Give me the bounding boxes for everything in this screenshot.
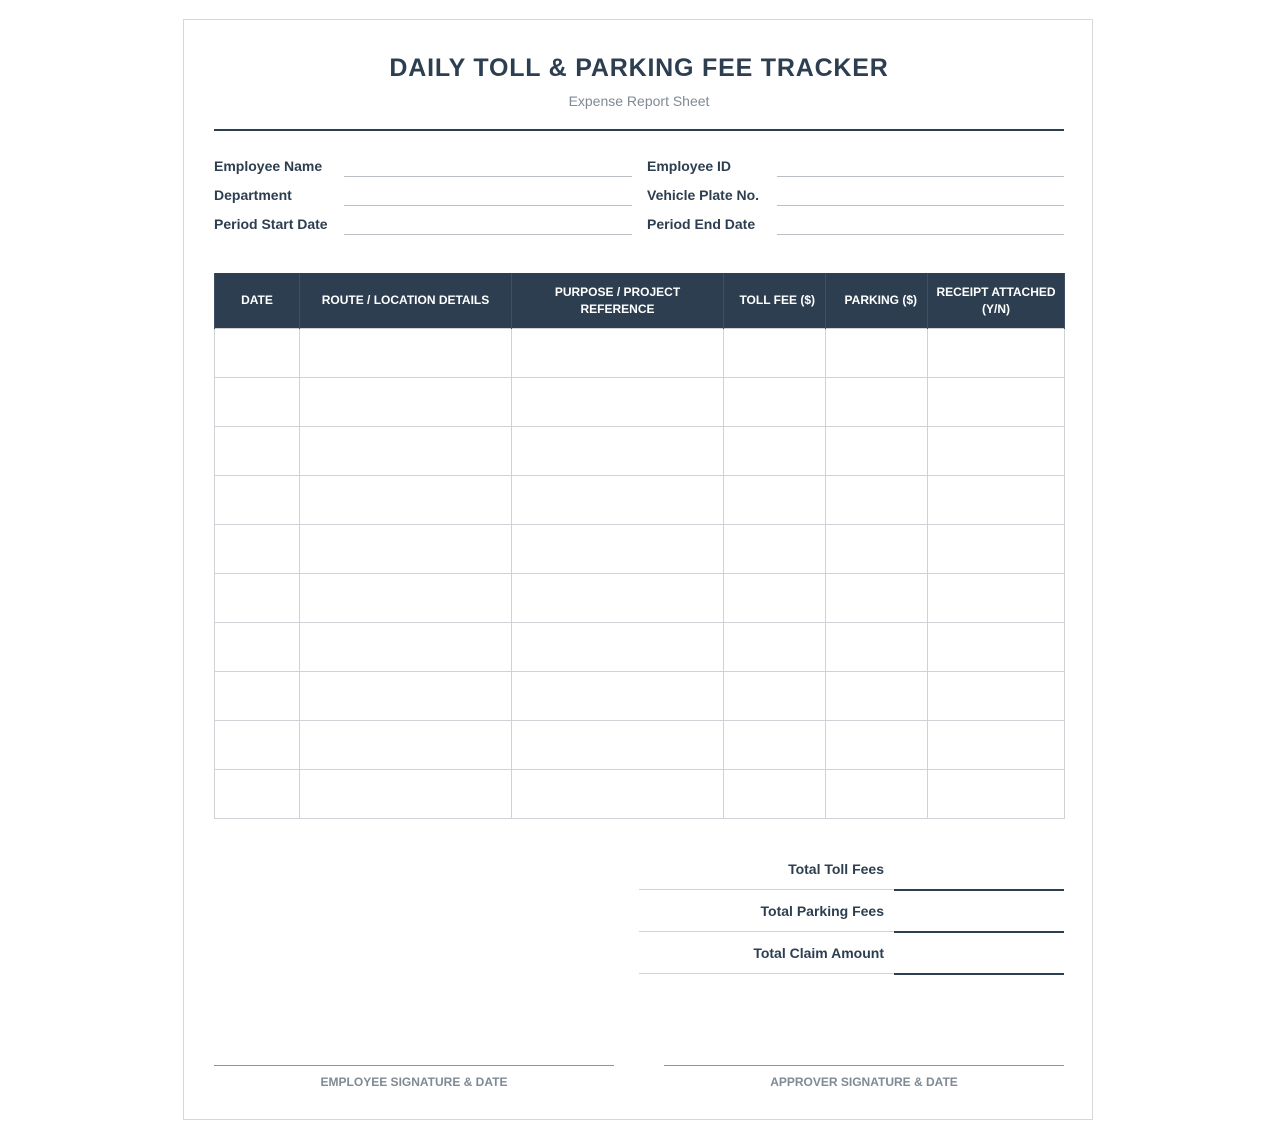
purpose-cell[interactable]	[512, 427, 724, 476]
receipt-cell[interactable]	[928, 672, 1065, 721]
parking-cell[interactable]	[826, 378, 928, 427]
table-row	[215, 770, 1065, 819]
column-header-purpose: PURPOSE / PROJECT REFERENCE	[512, 273, 724, 329]
parking-cell[interactable]	[826, 623, 928, 672]
period-end-label: Period End Date	[647, 216, 756, 232]
approver-signature-line[interactable]	[664, 1065, 1064, 1066]
total-parking-row	[639, 887, 1064, 929]
table-row	[215, 427, 1065, 476]
purpose-cell[interactable]	[512, 525, 724, 574]
page-title: DAILY TOLL & PARKING FEE TRACKER	[389, 54, 889, 82]
employee-id-label: Employee ID	[647, 158, 732, 174]
column-header-toll-fee: TOLL FEE ($)	[724, 273, 826, 329]
receipt-cell[interactable]	[928, 476, 1065, 525]
title-divider	[214, 129, 1064, 131]
period-start-field[interactable]	[344, 234, 632, 235]
vehicle-plate-label: Vehicle Plate No.	[647, 187, 760, 203]
route-cell[interactable]	[300, 427, 512, 476]
date-cell[interactable]	[215, 770, 300, 819]
employee-signature-line[interactable]	[214, 1065, 614, 1066]
employee-signature-label: EMPLOYEE SIGNATURE & DATE	[320, 1075, 508, 1089]
table-header-row	[215, 273, 1065, 329]
table-row	[215, 721, 1065, 770]
purpose-cell[interactable]	[512, 574, 724, 623]
parking-cell[interactable]	[826, 427, 928, 476]
route-cell[interactable]	[300, 329, 512, 378]
toll-fee-cell[interactable]	[724, 525, 826, 574]
page-subtitle: Expense Report Sheet	[568, 93, 710, 109]
column-header-receipt: RECEIPT ATTACHED (Y/N)	[928, 273, 1065, 329]
date-cell[interactable]	[215, 525, 300, 574]
table-body	[215, 329, 1065, 819]
table-row	[215, 623, 1065, 672]
date-cell[interactable]	[215, 427, 300, 476]
total-claim-field[interactable]	[894, 973, 1064, 975]
purpose-cell[interactable]	[512, 721, 724, 770]
employee-signature-block	[214, 1065, 614, 1105]
column-header-date: DATE	[215, 273, 300, 329]
expense-sheet	[183, 19, 1093, 1120]
toll-fee-cell[interactable]	[724, 672, 826, 721]
period-end-field[interactable]	[777, 234, 1064, 235]
receipt-cell[interactable]	[928, 525, 1065, 574]
toll-fee-cell[interactable]	[724, 427, 826, 476]
employee-name-label: Employee Name	[214, 158, 323, 174]
parking-cell[interactable]	[826, 721, 928, 770]
toll-fee-cell[interactable]	[724, 574, 826, 623]
department-label: Department	[214, 187, 292, 203]
column-header-parking: PARKING ($)	[826, 273, 928, 329]
receipt-cell[interactable]	[928, 623, 1065, 672]
purpose-cell[interactable]	[512, 476, 724, 525]
date-cell[interactable]	[215, 721, 300, 770]
date-cell[interactable]	[215, 329, 300, 378]
purpose-cell[interactable]	[512, 378, 724, 427]
total-parking-label: Total Parking Fees	[760, 903, 884, 919]
table-row	[215, 525, 1065, 574]
department-field[interactable]	[344, 205, 632, 206]
purpose-cell[interactable]	[512, 329, 724, 378]
route-cell[interactable]	[300, 721, 512, 770]
route-cell[interactable]	[300, 476, 512, 525]
table-row	[215, 672, 1065, 721]
total-claim-label: Total Claim Amount	[753, 945, 884, 961]
purpose-cell[interactable]	[512, 770, 724, 819]
table-row	[215, 476, 1065, 525]
table-row	[215, 574, 1065, 623]
employee-name-field[interactable]	[344, 176, 632, 177]
table-row	[215, 378, 1065, 427]
toll-fee-cell[interactable]	[724, 378, 826, 427]
info-row-1	[214, 156, 1064, 178]
total-claim-row	[639, 929, 1064, 971]
table-row	[215, 329, 1065, 378]
receipt-cell[interactable]	[928, 329, 1065, 378]
toll-fee-cell[interactable]	[724, 476, 826, 525]
date-cell[interactable]	[215, 378, 300, 427]
vehicle-plate-field[interactable]	[777, 205, 1064, 206]
total-toll-label: Total Toll Fees	[788, 861, 884, 877]
receipt-cell[interactable]	[928, 770, 1065, 819]
employee-id-field[interactable]	[777, 176, 1064, 177]
date-cell[interactable]	[215, 672, 300, 721]
period-start-label: Period Start Date	[214, 216, 328, 232]
receipt-cell[interactable]	[928, 378, 1065, 427]
parking-cell[interactable]	[826, 672, 928, 721]
route-cell[interactable]	[300, 770, 512, 819]
parking-cell[interactable]	[826, 525, 928, 574]
route-cell[interactable]	[300, 378, 512, 427]
toll-fee-cell[interactable]	[724, 721, 826, 770]
date-cell[interactable]	[215, 623, 300, 672]
purpose-cell[interactable]	[512, 672, 724, 721]
route-cell[interactable]	[300, 672, 512, 721]
total-toll-row	[639, 845, 1064, 887]
date-cell[interactable]	[215, 476, 300, 525]
toll-fee-cell[interactable]	[724, 329, 826, 378]
purpose-cell[interactable]	[512, 623, 724, 672]
approver-signature-block	[664, 1065, 1064, 1105]
column-header-route: ROUTE / LOCATION DETAILS	[300, 273, 512, 329]
approver-signature-label: APPROVER SIGNATURE & DATE	[770, 1075, 958, 1089]
parking-cell[interactable]	[826, 574, 928, 623]
route-cell[interactable]	[300, 574, 512, 623]
route-cell[interactable]	[300, 525, 512, 574]
parking-cell[interactable]	[826, 770, 928, 819]
toll-fee-cell[interactable]	[724, 770, 826, 819]
info-row-3	[214, 214, 1064, 236]
expense-log-table	[214, 273, 1065, 819]
receipt-cell[interactable]	[928, 427, 1065, 476]
route-cell[interactable]	[300, 623, 512, 672]
parking-cell[interactable]	[826, 329, 928, 378]
info-row-2	[214, 185, 1064, 207]
receipt-cell[interactable]	[928, 574, 1065, 623]
date-cell[interactable]	[215, 574, 300, 623]
toll-fee-cell[interactable]	[724, 623, 826, 672]
total-claim-divider	[639, 973, 894, 974]
receipt-cell[interactable]	[928, 721, 1065, 770]
parking-cell[interactable]	[826, 476, 928, 525]
